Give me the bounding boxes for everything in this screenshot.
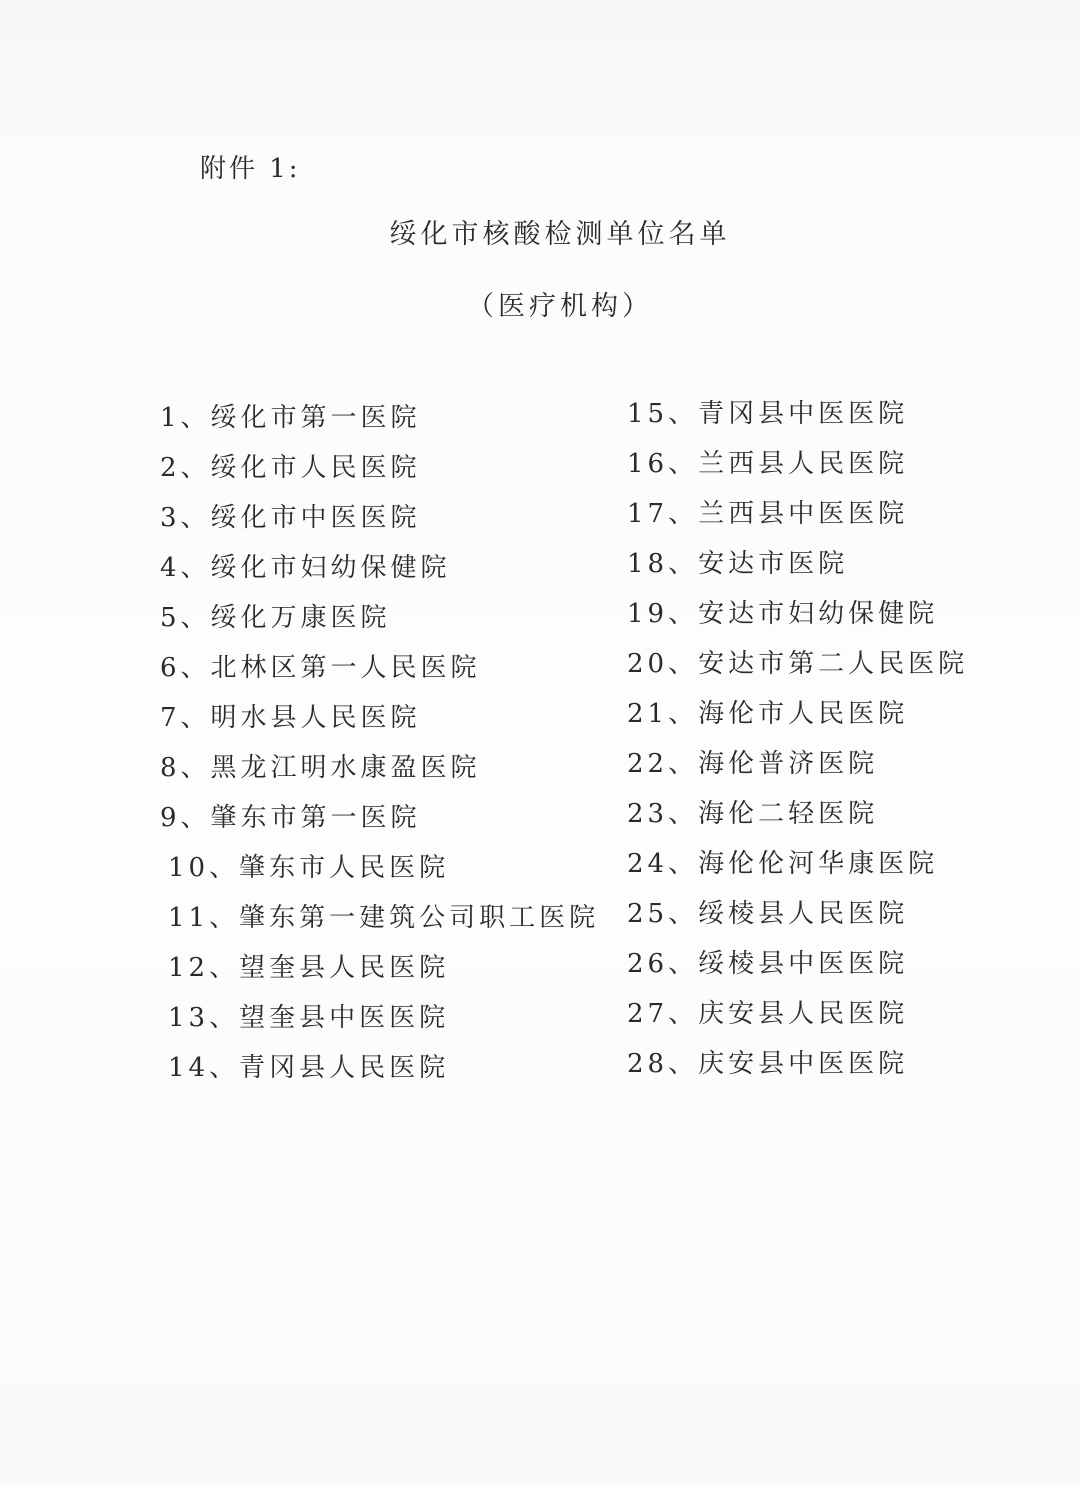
list-item: 7、明水县人民医院 — [160, 703, 421, 733]
list-item: 28、庆安县中医医院 — [627, 1049, 909, 1079]
list-item: 17、兰西县中医医院 — [627, 499, 909, 529]
list-item: 1、绥化市第一医院 — [160, 403, 421, 433]
list-item: 6、北林区第一人民医院 — [160, 653, 481, 683]
list-item: 2、绥化市人民医院 — [160, 453, 421, 483]
list-item: 14、青冈县人民医院 — [168, 1053, 450, 1083]
attachment-label: 附件 1: — [200, 154, 301, 184]
list-item: 24、海伦伦河华康医院 — [627, 849, 939, 879]
list-item: 4、绥化市妇幼保健院 — [160, 553, 451, 583]
list-item: 5、绥化万康医院 — [160, 603, 391, 633]
list-item: 27、庆安县人民医院 — [627, 999, 909, 1029]
list-item: 3、绥化市中医医院 — [160, 503, 421, 533]
list-item: 19、安达市妇幼保健院 — [627, 599, 939, 629]
list-item: 15、青冈县中医医院 — [627, 399, 909, 429]
list-item: 18、安达市医院 — [627, 549, 849, 579]
hospital-list-right — [627, 394, 968, 1094]
list-item: 9、肇东市第一医院 — [160, 803, 421, 833]
document-title: 绥化市核酸检测单位名单 — [389, 219, 731, 250]
list-item: 13、望奎县中医医院 — [168, 1003, 450, 1033]
list-item: 25、绥棱县人民医院 — [627, 899, 909, 929]
list-item: 16、兰西县人民医院 — [627, 449, 909, 479]
list-item: 8、黑龙江明水康盈医院 — [160, 753, 481, 783]
list-item: 22、海伦普济医院 — [627, 749, 879, 779]
hospital-list-left — [160, 398, 599, 1098]
list-item: 21、海伦市人民医院 — [627, 699, 909, 729]
list-item: 11、肇东第一建筑公司职工医院 — [168, 903, 600, 933]
list-item: 26、绥棱县中医医院 — [627, 949, 909, 979]
list-item: 10、肇东市人民医院 — [168, 853, 450, 883]
list-item: 20、安达市第二人民医院 — [627, 649, 969, 679]
list-item: 12、望奎县人民医院 — [168, 953, 450, 983]
list-item: 23、海伦二轻医院 — [627, 799, 879, 829]
document-subtitle: （医疗机构） — [467, 291, 653, 322]
